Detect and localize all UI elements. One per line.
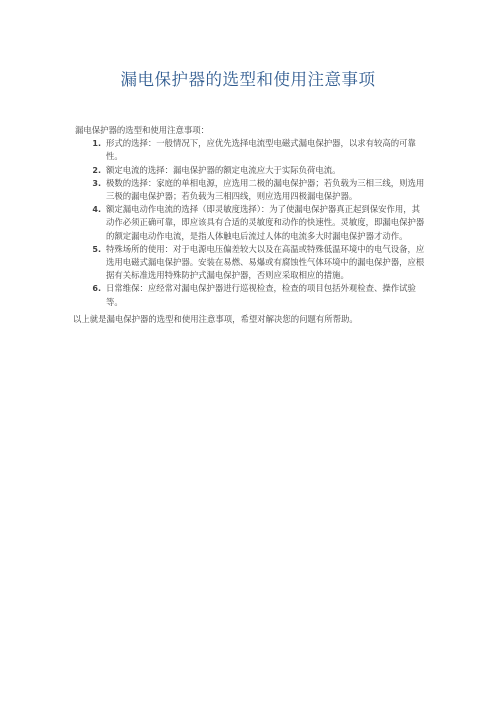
list-text: 极数的选择：家庭的单相电源，应选用二极的漏电保护器；若负载为三相三线，则选用三极的漏电保护器；若负载为三相四线，则应选用四极漏电保护器。 bbox=[106, 177, 425, 202]
list-item bbox=[75, 177, 425, 203]
list-text: 额定电流的选择：漏电保护器的额定电流应大于实际负荷电流。 bbox=[106, 164, 341, 175]
notes-list bbox=[75, 137, 425, 309]
list-item bbox=[75, 203, 425, 243]
list-item bbox=[75, 137, 425, 163]
list-text: 形式的选择：一般情况下，应优先选择电流型电磁式漏电保护器，以求有较高的可靠性。 bbox=[106, 138, 416, 162]
list-number: 4. bbox=[92, 205, 101, 215]
list-item bbox=[75, 164, 425, 177]
document-title: 漏电保护器的选型和使用注意事项 bbox=[120, 70, 376, 89]
list-text: 日常维保：应经常对漏电保护器进行巡视检查，检查的项目包括外观检查、操作试验等。 bbox=[106, 283, 416, 307]
list-number: 2. bbox=[92, 165, 101, 175]
list-number: 3. bbox=[92, 178, 101, 188]
list-text: 额定漏电动作电流的选择（即灵敏度选择）：为了使漏电保护器真正起到保安作用，其动作必须正确可靠，即应该具有合适的灵敏度和动作的快速性。灵敏度，即漏电保护器的额定漏电动作电流，是指人体触电后流过人体的电流多大时漏电保护器才动作。 bbox=[106, 204, 425, 241]
list-number: 5. bbox=[92, 244, 101, 254]
list-number: 6. bbox=[92, 284, 101, 294]
list-text: 特殊场所的使用：对于电源电压偏差较大以及在高温或特殊低温环境中的电气设备，应选用电磁式漏电保护器。安装在易燃、易爆或有腐蚀性气体环境中的漏电保护器，应根据有关标准选用特殊防护式漏电保护器，否则应采取相应的措施。 bbox=[106, 243, 425, 281]
list-item bbox=[75, 282, 425, 308]
document-body bbox=[75, 124, 425, 326]
list-item bbox=[75, 243, 425, 283]
intro-paragraph: 漏电保护器的选型和使用注意事项： bbox=[75, 125, 209, 135]
closing-paragraph: 以上就是漏电保护器的选型和使用注意事项，希望对解决您的问题有所帮助。 bbox=[73, 313, 358, 324]
list-number: 1. bbox=[92, 139, 101, 149]
